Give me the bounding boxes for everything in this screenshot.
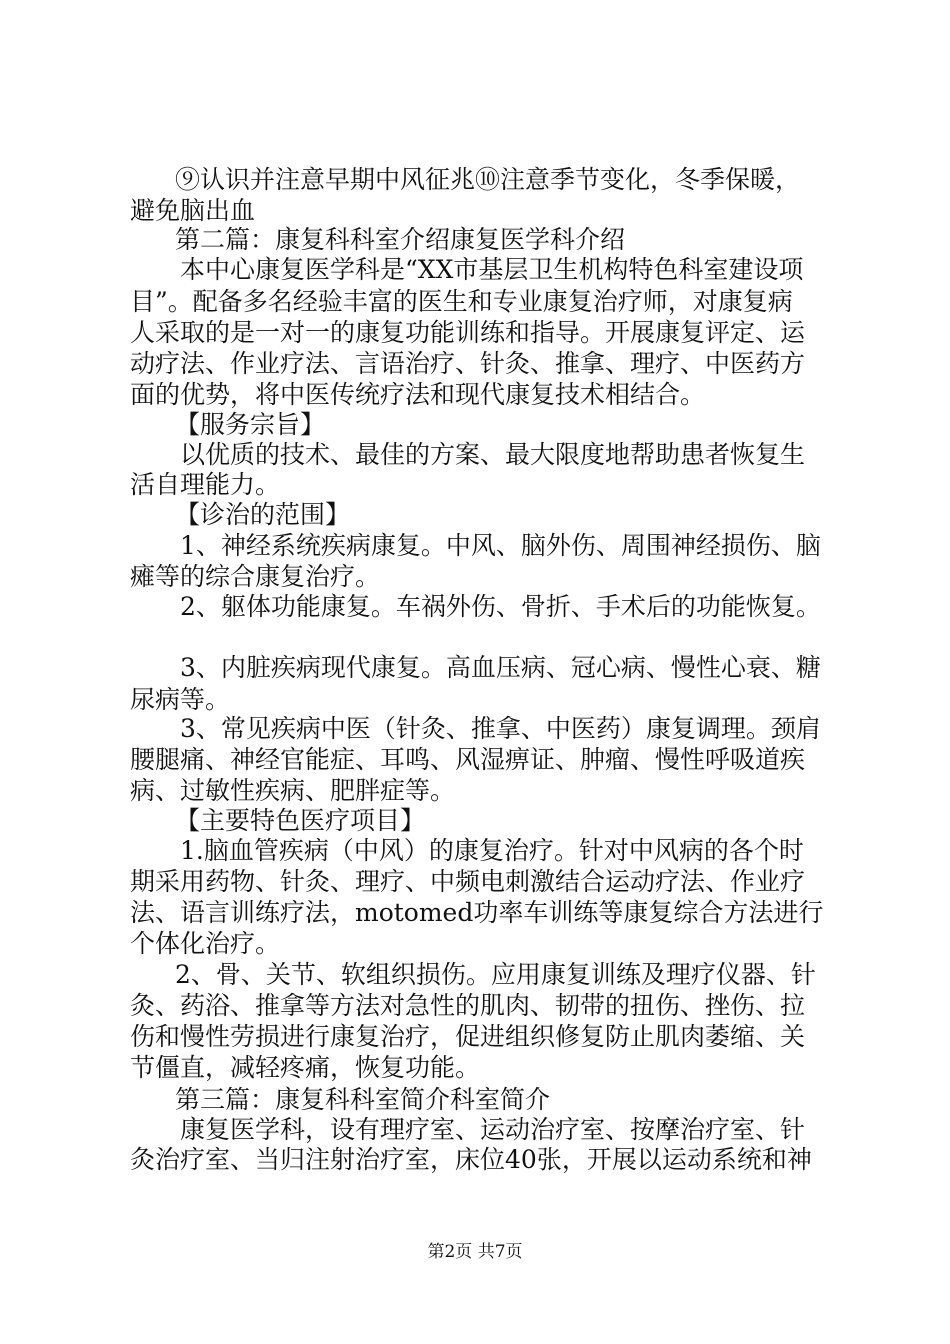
text-line: 第二篇：康复科科室介绍康复医学科介绍 [175,225,626,254]
text-line: 病、过敏性疾病、肥胖症等。 [130,776,456,805]
text-line: 动疗法、作业疗法、言语治疗、针灸、推拿、理疗、中医药方 [130,349,806,378]
text-line: 人采取的是一对一的康复功能训练和指导。开展康复评定、运 [130,318,806,347]
text-line: 1、神经系统疾病康复。中风、脑外伤、周围神经损伤、脑 [180,531,821,560]
text-line: 个体化治疗。 [130,929,281,958]
text-line: 3、常见疾病中医（针灸、推拿、中医药）康复调理。颈肩 [180,714,821,743]
text-line: 2、骨、关节、软组织损伤。应用康复训练及理疗仪器、针 [175,960,816,989]
text-line: 第三篇：康复科科室简介科室简介 [175,1085,551,1114]
text-line: 灸治疗室、当归注射治疗室，床位40张，开展以运动系统和神 [130,1145,812,1174]
text-line: 尿病等。 [130,685,231,714]
text-line: 伤和慢性劳损进行康复治疗，促进组织修复防止肌肉萎缩、关 [130,1022,806,1051]
page-number-footer: 第2页 共7页 [427,1242,523,1262]
text-line: 腰腿痛、神经官能症、耳鸣、风湿痹证、肿瘤、慢性呼吸道疾 [130,745,806,774]
text-line: 期采用药物、针灸、理疗、中频电刺激结合运动疗法、作业疗 [130,867,806,896]
text-line: 避免脑出血 [130,196,256,225]
text-line: 本中心康复医学科是“XX市基层卫生机构特色科室建设项 [180,255,804,284]
text-line: 法、语言训练疗法，motomed功率车训练等康复综合方法进行 [130,898,824,927]
text-line: 康复医学科，设有理疗室、运动治疗室、按摩治疗室、针 [180,1115,806,1144]
text-line: 面的优势，将中医传统疗法和现代康复技术相结合。 [130,380,706,409]
text-line: 节僵直，减轻疼痛，恢复功能。 [130,1053,481,1082]
text-line: 1.脑血管疾病（中风）的康复治疗。针对中风病的各个时 [180,836,804,865]
text-line: 瘫等的综合康复治疗。 [130,562,381,591]
text-line: 【服务宗旨】 [175,410,326,439]
text-line: 以优质的技术、最佳的方案、最大限度地帮助患者恢复生 [180,440,806,469]
text-line: 目”。配备多名经验丰富的医生和专业康复治疗师，对康复病 [130,287,793,316]
text-line: 3、内脏疾病现代康复。高血压病、冠心病、慢性心衰、糖 [180,653,821,682]
text-line: 【诊治的范围】 [175,500,351,529]
text-line: 活自理能力。 [130,470,281,499]
text-line: ⑨认识并注意早期中风征兆⑩注意季节变化，冬季保暖， [175,165,801,194]
text-line: 2、躯体功能康复。车祸外伤、骨折、手术后的功能恢复。 [180,592,821,621]
text-line: 灸、药浴、推拿等方法对急性的肌肉、韧带的扭伤、挫伤、拉 [130,991,806,1020]
text-line: 【主要特色医疗项目】 [175,806,426,835]
